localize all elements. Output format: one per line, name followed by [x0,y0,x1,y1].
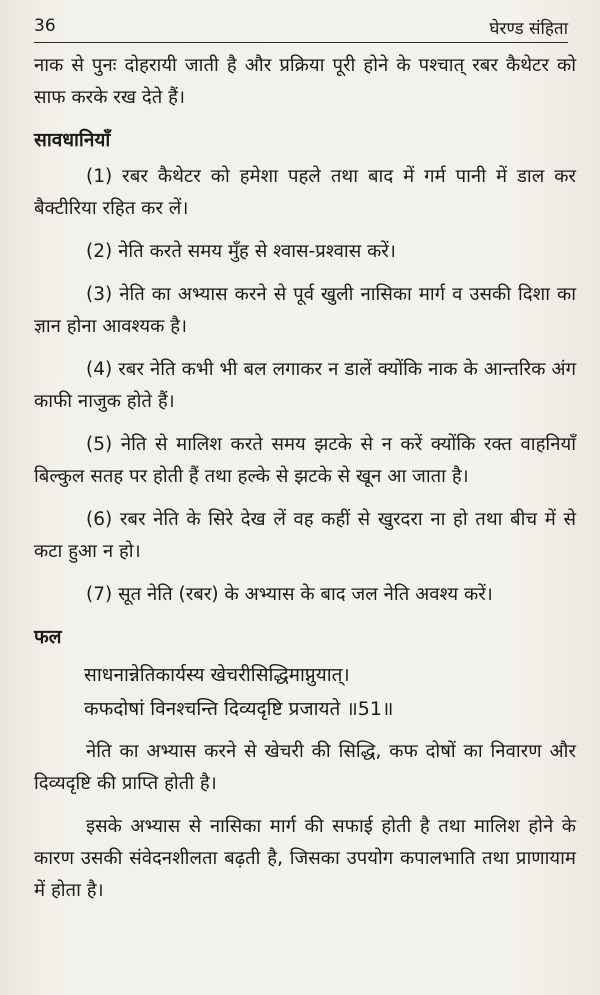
verse-line-2: कफदोषां विनश्चन्ति दिव्यदृष्टि प्रजायते ॥51॥ [84,698,394,720]
page-number: 36 [34,16,56,36]
benefits-paragraph-2: इसके अभ्यास से नासिका मार्ग की सफाई होती है तथा मालिश होने के कारण उसकी संवेदनशीलता बढ़ती है, जिसका उपयोग कपालभाति तथा प्राणायाम में होता है। [34,816,576,901]
page-header [34,12,568,42]
precaution-item-3: (3) नेति का अभ्यास करने से पूर्व खुली नासिका मार्ग व उसकी दिशा का ज्ञान होना आवश्यक है। [34,284,576,337]
precaution-item-4: (4) रबर नेति कभी भी बल लगाकर न डालें क्योंकि नाक के आन्तरिक अंग काफी नाजुक होते हैं। [34,359,576,412]
page-content [34,50,576,918]
header-rule [34,42,568,43]
precaution-item-5: (5) नेति से मालिश करते समय झटके से न करें क्योंकि रक्त वाहनियाँ बिल्कुल सतह पर होती हैं तथा हल्के से झटके से खून आ जाता है। [34,434,576,487]
benefits-heading: फल [34,626,62,648]
precaution-item-1: (1) रबर कैथेटर को हमेशा पहले तथा बाद में गर्म पानी में डाल कर बैक्टीरिया रहित कर लें। [34,166,576,219]
precautions-heading: सावधानियाँ [34,129,111,151]
verse-line-1: साधनान्नेतिकार्यस्य खेचरीसिद्धिमाप्नुयात्। [84,664,350,686]
precaution-item-6: (6) रबर नेति के सिरे देख लें वह कहीं से खुरदरा ना हो तथा बीच में से कटा हुआ न हो। [34,509,576,562]
precaution-item-2: (2) नेति करते समय मुँह से श्वास-प्रश्वास करें। [86,241,396,262]
running-title: घेरण्ड संहिता [489,19,568,39]
sanskrit-verse [84,658,576,726]
precaution-item-7: (7) सूत नेति (रबर) के अभ्यास के बाद जल नेति अवश्य करें। [86,584,493,605]
benefits-paragraph-1: नेति का अभ्यास करने से खेचरी की सिद्धि, कफ दोषों का निवारण और दिव्यदृष्टि की प्राप्ति होती है। [34,741,576,794]
intro-paragraph: नाक से पुनः दोहरायी जाती है और प्रक्रिया पूरी होने के पश्चात् रबर कैथेटर को साफ करके रख देते हैं। [34,55,576,108]
